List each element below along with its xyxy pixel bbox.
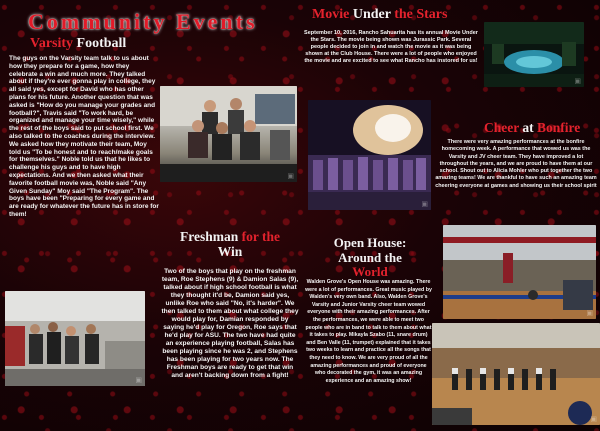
- freshman-heading-line2: Win: [217, 244, 243, 259]
- band-performance-photo: [432, 323, 600, 425]
- page-title: Community Events: [28, 9, 258, 34]
- varsity-heading: [30, 37, 126, 51]
- photo-icon: ▣: [135, 377, 142, 384]
- varsity-team-photo: [160, 86, 297, 182]
- varsity-heading-plain: Football: [76, 36, 127, 51]
- gym-performance-photo: [443, 225, 596, 319]
- photo-icon: ▣: [586, 310, 593, 317]
- movie-heading-colored-2: the Stars: [394, 7, 448, 22]
- movie-heading-colored-1: Under: [352, 7, 391, 22]
- photo-icon: ▣: [574, 78, 581, 85]
- varsity-team-illustration: [160, 86, 297, 182]
- freshman-heading-plain: Freshman: [179, 229, 239, 244]
- cheer-heading-3: Bonfire: [537, 120, 581, 135]
- gym-performance-illustration: [443, 225, 596, 319]
- openhouse-article-body: Walden Grove's Open House was amazing. There were a lot of performances. Great music played by Walden's very own band. Also, Walden Grove's Varsity and Junior Varsity cheer team wowed everyone with their amazing performances. After the performances, we were able to meet two people who are in band to talk to them about what it takes to play. Mikayla Szabo (11, snare drum) and Ben Valle (11, trumpet) explained that it takes two weeks to learn and practice all the songs that they need to know. We are very proud of all the amazing performances and proud of everyone who decorated the gym, it was an amazing experience and an amazing show!: [305, 279, 432, 384]
- photo-icon: ▣: [421, 201, 428, 208]
- cheer-heading-2: at: [522, 120, 534, 135]
- locker-room-photo: [5, 291, 145, 386]
- openhouse-heading-2: Around the: [338, 249, 402, 265]
- movie-article-body: September 10, 2016, Rancho Sahuarita has its annual Movie Under the Stars. The movie being shown was Jurassic Park. Several people decided to join in and watch the movie as it was being shown at the Club House. There were a lot of people who enjoyed the movie and are excited to see what Rancho has instored for us!: [304, 30, 478, 65]
- cheer-heading: [484, 121, 580, 135]
- movie-heading-plain: Movie: [312, 7, 350, 22]
- freshman-heading: [165, 229, 295, 259]
- band-performance-illustration: [432, 323, 600, 425]
- locker-room-illustration: [5, 291, 145, 386]
- freshman-article-body: Two of the boys that play on the freshman team, Roe Stephens (9) & Damion Salas (9), talked about if high school football is what they thought it'd be, Damion said yes, unlike Roe who said "No, it's harder". We then talked to them about what college they would play for, Damian responded by saying he'd play for Oregon, Roe says that he'd play for ASU. The two have had quite an experience playing football, Salas has been playing since he was 2, and Stephens has been playing for two years now. The Freshman boys are ready to get that win and aren't backing down from a fight!: [161, 268, 299, 379]
- lagoon-illustration: [484, 22, 584, 87]
- photo-icon: ▣: [590, 416, 597, 423]
- openhouse-heading: [308, 236, 432, 280]
- photo-icon: ▣: [287, 173, 294, 180]
- bonfire-illustration: [308, 100, 431, 210]
- bonfire-photo: [308, 100, 431, 210]
- cheer-heading-1: Cheer: [484, 120, 519, 135]
- varsity-heading-colored: Varsity: [30, 36, 74, 51]
- cheer-article-body: There were very amazing performances at the bonfire homecoming week. A performance that wowed us was the Varsity and JV cheer team. They have improved a lot throughout the years, and we are proud to have them at our school. Shout out to Alicia Mohler who put together the two amazing teams! We are thankful to have such an amazing team cheering everyone at games and showing us their school spirit: [435, 139, 597, 189]
- varsity-article-body: The guys on the Varsity team talk to us about how they prepare for a game, how they celebrate a win and much more. They talked about if they're ever gonna play in college, they all said yes, except for David who has other plans for his future. Another question that was asked is "How do you manage your grades and football?", Travis said "To work hard, be organized and manage your time wisely," while the rest of the boys said to put school first. We also talked to the coaches during the interview. We asked how they motivate their team, Moy told us "To be honest and to reach/make goals for themselves." Noble told us that he likes to challenge his guys and to have high expectations. And we then asked what their favorite football movie was, Noble said "Any Given Sunday" Moy said "The Program". The boys have been "Preparing for every game and are ready for whatever the future has in store for them!: [9, 55, 159, 218]
- freshman-heading-colored: for the: [241, 229, 280, 244]
- movie-heading: [312, 8, 447, 22]
- openhouse-heading-1: Open House:: [333, 235, 407, 250]
- openhouse-heading-3: World: [352, 264, 388, 279]
- movie-venue-photo: [484, 22, 584, 87]
